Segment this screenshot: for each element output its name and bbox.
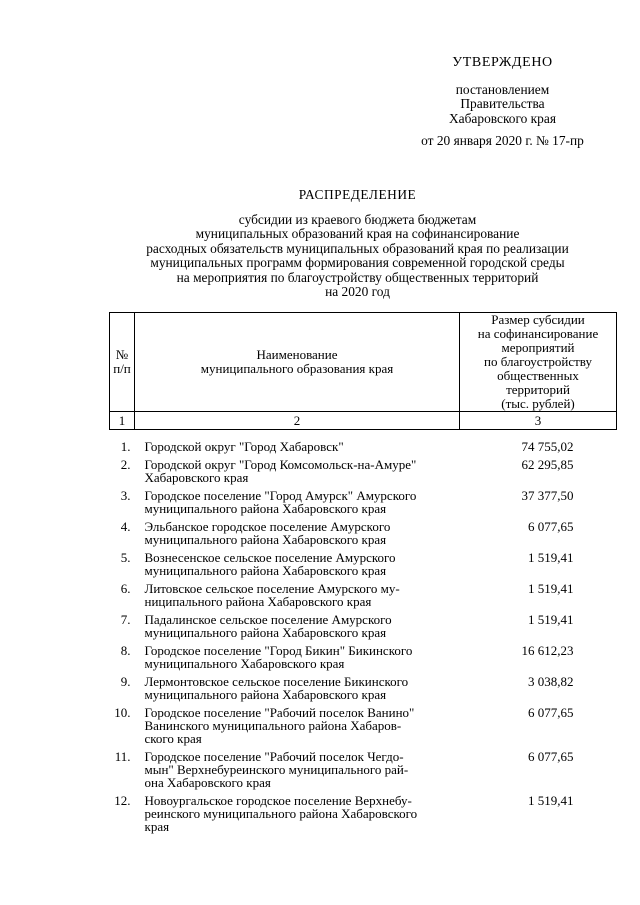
row-amount: 6 077,65 <box>528 705 574 720</box>
row-amount: 6 077,65 <box>528 749 574 764</box>
row-name-line: ниципального района Хабаровского края <box>144 594 372 609</box>
row-amount: 37 377,50 <box>521 488 574 503</box>
row-name-line: муниципального Хабаровского края <box>144 656 345 671</box>
row-number: 7. <box>120 612 131 627</box>
row-name <box>135 794 460 838</box>
row-name-line: муниципального района Хабаровского края <box>144 625 387 640</box>
index-cell: 1 <box>110 412 135 430</box>
index-cell: 2 <box>135 412 460 430</box>
header-text: Наименование <box>256 347 338 362</box>
row-name-line: Городское поселение "Город Амурск" Амурского <box>144 488 417 503</box>
row-name-line: реинского муниципального района Хабаровского <box>144 806 418 821</box>
table-row <box>110 706 617 750</box>
row-name-line: муниципального района Хабаровского края <box>144 563 387 578</box>
row-name-line: Литовское сельское поселение Амурского му- <box>144 581 400 596</box>
title-line: муниципальных программ формирования современной городской среды <box>150 255 565 270</box>
header-text: (тыс. рублей) <box>501 396 575 411</box>
title-line: муниципальных образований края на софинансирование <box>195 226 520 241</box>
header-text: Размер субсидии <box>491 312 585 327</box>
header-text: территорий <box>506 382 570 397</box>
row-number: 5. <box>120 550 131 565</box>
approval-line-1: постановлением <box>455 81 550 97</box>
row-amount: 62 295,85 <box>521 457 574 472</box>
title-line: на мероприятия по благоустройству общественных территорий <box>176 269 539 285</box>
row-number: 2. <box>120 457 131 472</box>
row-name <box>135 613 460 644</box>
row-name-line: муниципального района Хабаровского края <box>144 501 387 516</box>
table-row <box>110 750 617 794</box>
row-number: 11. <box>114 749 131 764</box>
header-text: по благоустройству <box>484 354 592 369</box>
header-text: общественных <box>497 368 579 383</box>
row-name-line: Эльбанское городское поселение Амурского <box>144 519 391 534</box>
title-line: субсидии из краевого бюджета бюджетам <box>238 211 477 227</box>
title-heading: РАСПРЕДЕЛЕНИЕ <box>298 187 417 202</box>
row-amount: 1 519,41 <box>528 612 574 627</box>
document-title <box>90 188 625 300</box>
header-text: мероприятий <box>501 340 575 355</box>
subsidy-table <box>109 312 617 838</box>
row-number: 4. <box>120 519 131 534</box>
row-name-line: Ванинского муниципального района Хабаров- <box>144 718 402 733</box>
table-row <box>110 582 617 613</box>
approved-label: УТВЕРЖДЕНО <box>452 55 553 70</box>
row-name <box>135 675 460 706</box>
row-name-line: Городской округ "Город Комсомольск-на-Амуре" <box>144 457 417 472</box>
table-row <box>110 430 617 459</box>
row-name-line: ского края <box>144 731 202 746</box>
index-cell: 3 <box>460 412 617 430</box>
row-number: 9. <box>120 674 131 689</box>
row-amount: 1 519,41 <box>528 581 574 596</box>
header-text: № <box>115 347 129 362</box>
approval-block <box>395 56 610 149</box>
row-name-line: Городской округ "Город Хабаровск" <box>144 439 344 454</box>
title-line: расходных обязательств муниципальных образований края по реализации <box>146 240 569 256</box>
row-number: 10. <box>114 705 131 720</box>
row-name-line: Городское поселение "Город Бикин" Бикинского <box>144 643 413 658</box>
row-name-line: Новоургальское городское поселение Верхнебу- <box>144 793 412 808</box>
header-name <box>135 313 460 412</box>
row-name-line: края <box>144 819 170 834</box>
row-name <box>135 750 460 794</box>
row-amount: 74 755,02 <box>521 439 574 454</box>
row-amount: 16 612,23 <box>521 643 574 658</box>
row-amount: 3 038,82 <box>528 674 574 689</box>
table-row <box>110 489 617 520</box>
row-name-line: Хабаровского края <box>144 470 249 485</box>
table-row <box>110 675 617 706</box>
table-row <box>110 613 617 644</box>
row-number: 1. <box>120 439 131 454</box>
row-number: 12. <box>114 793 131 808</box>
row-name <box>135 582 460 613</box>
approval-order: от 20 января 2020 г. № 17-пр <box>421 133 584 148</box>
header-text: п/п <box>113 361 131 376</box>
approval-line-2: Правительства <box>460 96 545 111</box>
row-name-line: Вознесенское сельское поселение Амурского <box>144 550 396 565</box>
table-row <box>110 551 617 582</box>
row-amount: 1 519,41 <box>528 550 574 565</box>
row-name <box>135 520 460 551</box>
row-name-line: она Хабаровского края <box>144 775 271 790</box>
row-name <box>135 551 460 582</box>
header-text: муниципального образования края <box>200 361 394 376</box>
row-name-line: муниципального района Хабаровского края <box>144 532 387 547</box>
header-amount <box>460 313 617 412</box>
row-number: 3. <box>120 488 131 503</box>
row-number: 8. <box>120 643 131 658</box>
table-row <box>110 458 617 489</box>
row-name-line: Городское поселение "Рабочий поселок Ванино" <box>144 705 415 720</box>
row-name <box>135 430 460 459</box>
row-name-line: Падалинское сельское поселение Амурского <box>144 612 392 627</box>
row-name <box>135 458 460 489</box>
header-number <box>110 313 135 412</box>
header-text: на софинансирование <box>477 326 599 341</box>
row-amount: 1 519,41 <box>528 793 574 808</box>
row-name <box>135 489 460 520</box>
title-subtitle <box>90 213 625 300</box>
row-number: 6. <box>120 581 131 596</box>
table-row <box>110 644 617 675</box>
row-name <box>135 644 460 675</box>
title-line: на 2020 год <box>325 284 390 299</box>
row-amount: 6 077,65 <box>528 519 574 534</box>
table-row <box>110 520 617 551</box>
row-name <box>135 706 460 750</box>
table-row <box>110 794 617 838</box>
row-name-line: Лермонтовское сельское поселение Бикинского <box>144 674 409 689</box>
approval-line-3: Хабаровского края <box>449 110 556 126</box>
row-name-line: мын" Верхнебуреинского муниципального рай- <box>144 762 409 777</box>
row-name-line: муниципального района Хабаровского края <box>144 687 387 702</box>
row-name-line: Городское поселение "Рабочий поселок Чегдо- <box>144 749 404 764</box>
